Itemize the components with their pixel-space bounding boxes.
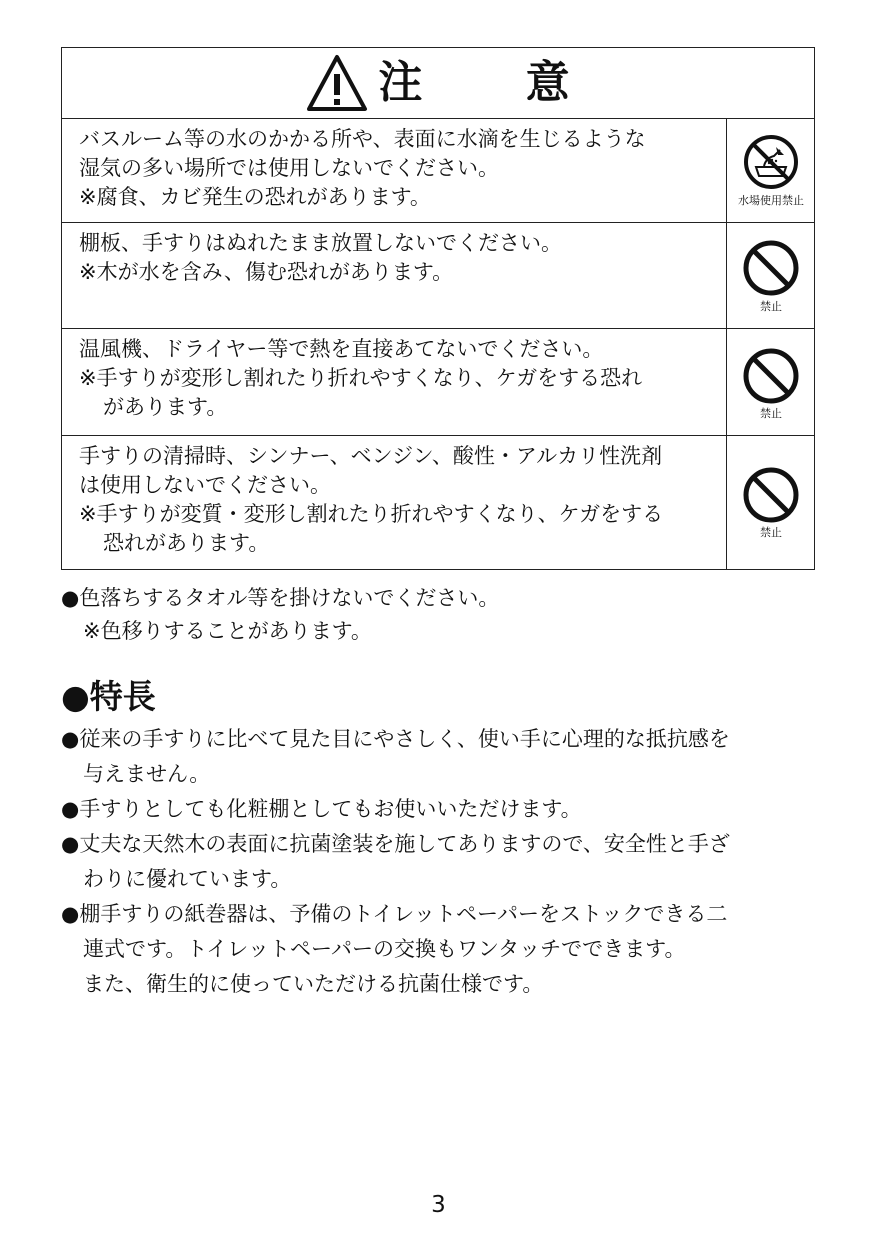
caution-line: ※木が水を含み、傷む恐れがあります。	[79, 260, 454, 284]
caution-line: ※手すりが変質・変形し割れたり折れやすくなり、ケガをする	[79, 502, 664, 526]
caution-icon-cell	[726, 119, 814, 222]
caution-row-3	[62, 329, 814, 436]
caution-line: 恐れがあります。	[103, 531, 270, 555]
caution-title: 注 意	[378, 57, 614, 108]
caution-row-text	[79, 229, 719, 287]
caution-line: 湿気の多い場所では使用しないでください。	[79, 156, 499, 180]
caution-line: ※手すりが変形し割れたり折れやすくなり、ケガをする恐れ	[79, 366, 643, 390]
features-list	[61, 722, 821, 1002]
caution-line: は使用しないでください。	[79, 473, 331, 497]
caution-box	[61, 47, 815, 570]
caution-line: ※腐食、カビ発生の恐れがあります。	[79, 185, 431, 209]
caution-row-4	[62, 436, 814, 569]
feature-item-line: ●棚手すりの紙巻器は、予備のトイレットペーパーをストックできる二	[61, 902, 728, 926]
prohibition-icon	[742, 347, 800, 405]
feature-item-line: 与えません。	[83, 762, 211, 786]
prohibition-icon	[742, 239, 800, 297]
caution-row-2	[62, 223, 814, 329]
prohibition-icon	[742, 466, 800, 524]
icon-caption: 禁止	[760, 526, 782, 539]
feature-item-line: ●従来の手すりに比べて見た目にやさしく、使い手に心理的な抵抗感を	[61, 727, 730, 751]
note-line: ●色落ちするタオル等を掛けないでください。	[61, 586, 500, 610]
icon-caption: 水場使用禁止	[738, 194, 804, 207]
feature-item-line: また、衛生的に使っていただける抗菌仕様です。	[83, 972, 544, 996]
caution-icon-cell	[726, 223, 814, 328]
caution-line: 手すりの清掃時、シンナー、ベンジン、酸性・アルカリ性洗剤	[79, 444, 663, 468]
caution-row-text	[79, 125, 719, 212]
caution-row-text	[79, 442, 719, 558]
caution-header	[62, 48, 814, 119]
caution-row-text	[79, 335, 719, 422]
features-title: ●特長	[61, 677, 156, 716]
icon-caption: 禁止	[760, 300, 782, 313]
note-subline: ※色移りすることがあります。	[83, 619, 372, 643]
caution-line: 温風機、ドライヤー等で熱を直接あてないでください。	[79, 337, 604, 361]
caution-row-1	[62, 119, 814, 223]
no-water-area-icon	[742, 133, 800, 191]
caution-line: があります。	[103, 395, 228, 419]
warning-triangle-icon	[306, 54, 368, 112]
feature-item-line: 連式です。トイレットペーパーの交換もワンタッチでできます。	[83, 937, 686, 961]
icon-caption: 禁止	[760, 407, 782, 420]
towel-note	[61, 582, 499, 648]
feature-item-line: ●丈夫な天然木の表面に抗菌塗装を施してありますので、安全性と手ざ	[61, 832, 730, 856]
caution-line: バスルーム等の水のかかる所や、表面に水滴を生じるような	[79, 127, 646, 151]
feature-item-line: ●手すりとしても化粧棚としてもお使いいただけます。	[61, 797, 582, 821]
caution-line: 棚板、手すりはぬれたまま放置しないでください。	[79, 231, 562, 255]
caution-icon-cell	[726, 329, 814, 435]
feature-item-line: わりに優れています。	[83, 867, 292, 891]
page-number: 3	[431, 1192, 446, 1218]
caution-icon-cell	[726, 436, 814, 569]
